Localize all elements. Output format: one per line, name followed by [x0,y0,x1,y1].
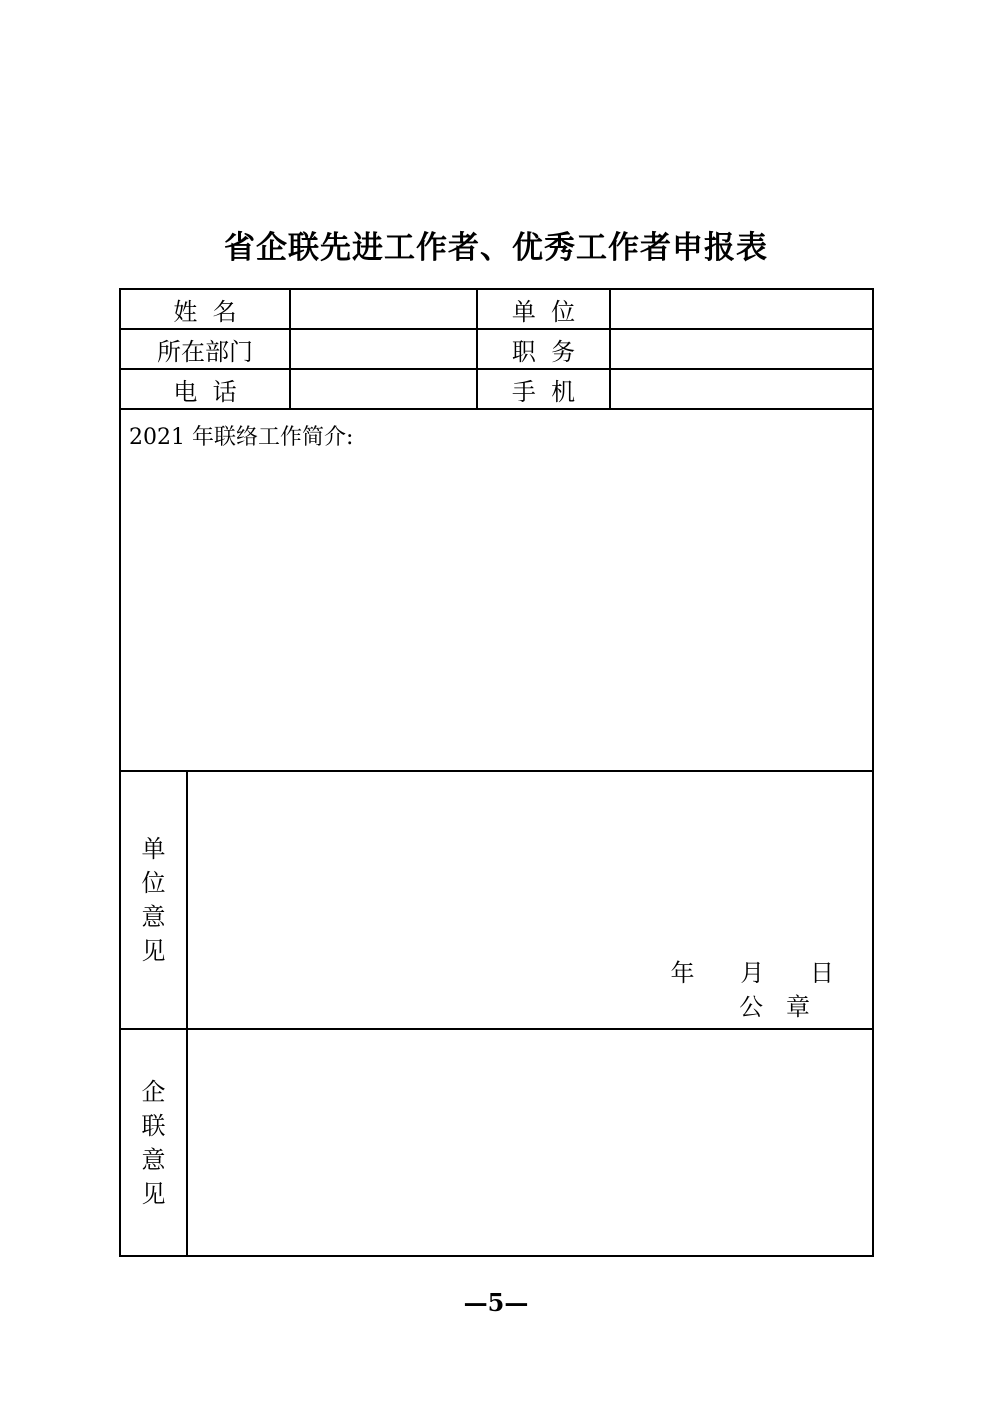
position-field[interactable] [610,329,873,369]
unit-opinion-char: 单 [141,835,166,863]
unit-opinion-seal: 公 章 [739,993,811,1021]
form-row-assoc-opinion [120,1029,873,1256]
unit-opinion-char: 意 [141,903,166,931]
assoc-opinion-label [120,1029,187,1256]
page-title: 省企联先进工作者、优秀工作者申报表 [224,230,768,266]
unit-opinion-label [120,771,187,1029]
assoc-opinion-char: 见 [141,1179,166,1208]
name-label: 姓 名 [120,289,290,329]
mobile-field[interactable] [610,369,873,409]
unit-opinion-char: 位 [141,869,166,897]
assoc-opinion-field[interactable] [187,1029,873,1256]
assoc-opinion-char: 意 [141,1145,166,1174]
department-field[interactable] [290,329,477,369]
page-number: —5— [463,1288,529,1317]
form-row-department [120,329,873,369]
unit-opinion-date: 年 月 日 [670,959,835,987]
form-row-name [120,289,873,329]
form-row-phone [120,369,873,409]
form-row-intro [120,409,873,771]
form-row-unit-opinion [120,771,873,1029]
position-label: 职 务 [477,329,610,369]
intro-field[interactable] [120,409,873,771]
department-label: 所在部门 [120,329,290,369]
assoc-opinion-char: 企 [141,1077,166,1106]
unit-label: 单 位 [477,289,610,329]
phone-label: 电 话 [120,369,290,409]
phone-field[interactable] [290,369,477,409]
name-field[interactable] [290,289,477,329]
unit-opinion-field[interactable] [187,771,873,1029]
mobile-label: 手 机 [477,369,610,409]
application-form [119,288,874,1257]
unit-opinion-char: 见 [141,937,166,965]
unit-field[interactable] [610,289,873,329]
intro-label: 2021 年联络工作简介: [129,425,354,450]
assoc-opinion-char: 联 [141,1111,166,1140]
